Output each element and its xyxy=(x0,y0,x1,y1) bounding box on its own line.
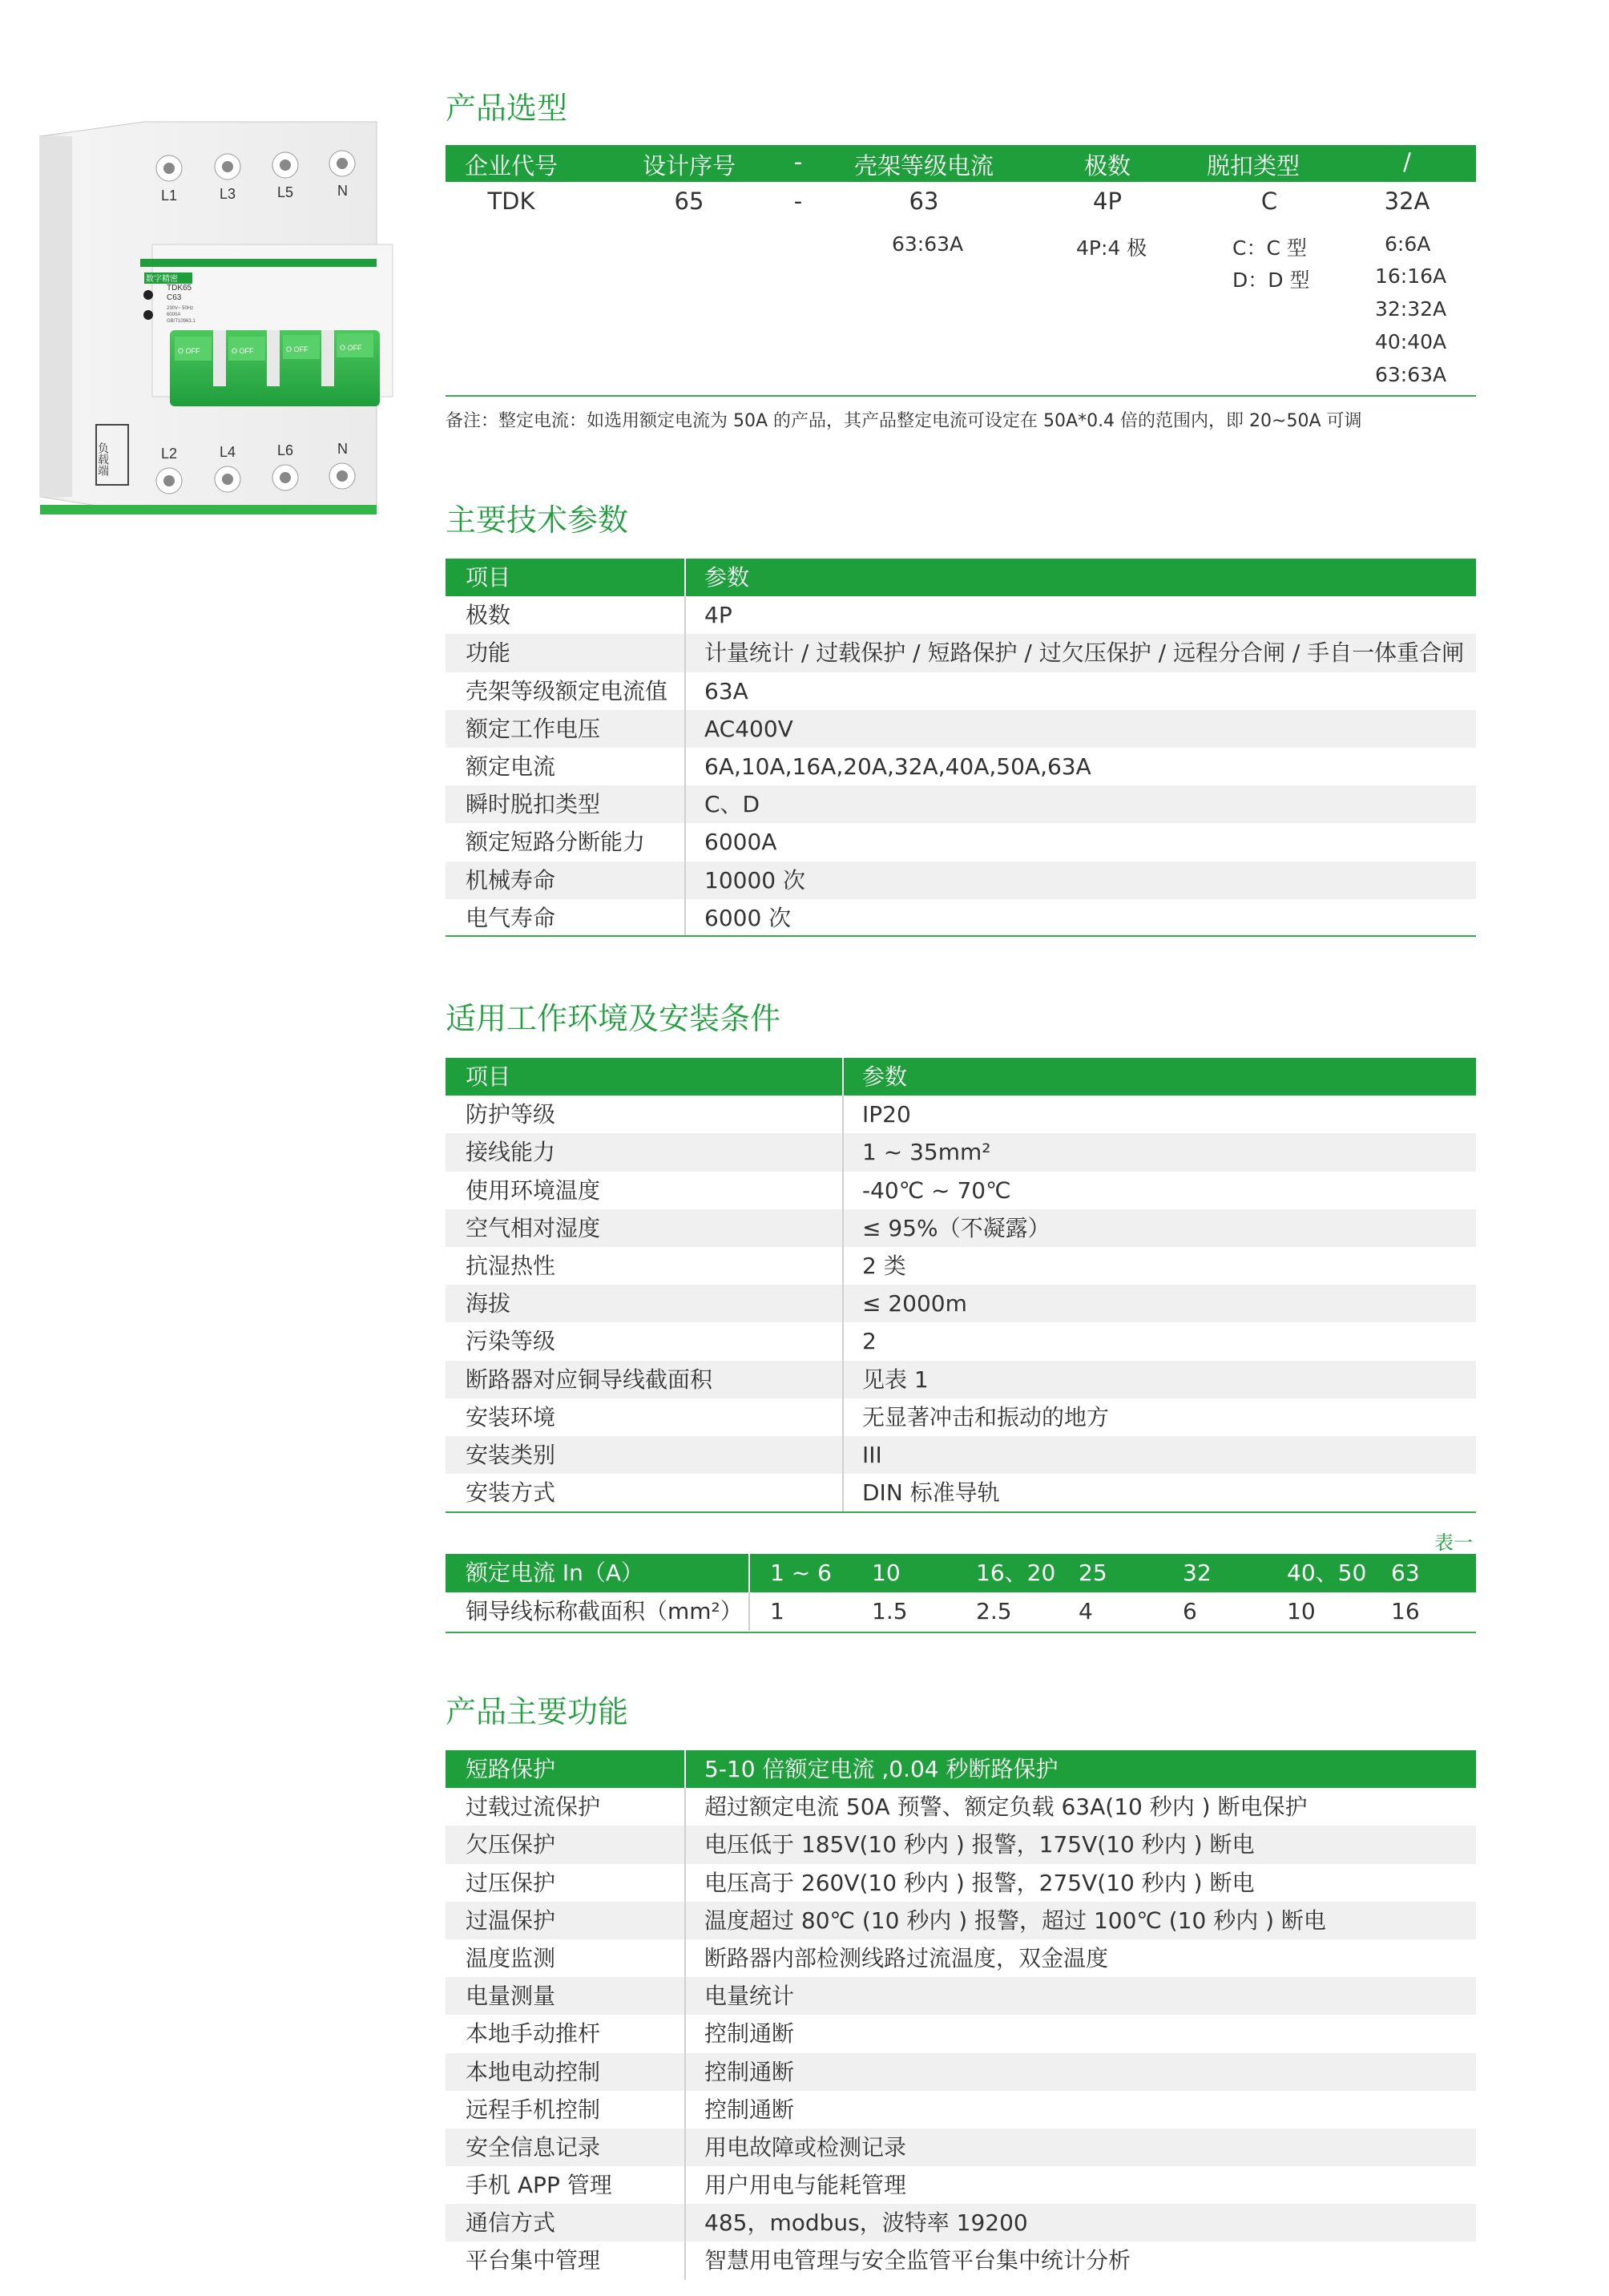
brand-label: 数字精密 xyxy=(146,275,178,284)
table-row: 手机 APP 管理 用户用电与能耗管理 xyxy=(446,2166,1476,2204)
top-label: L3 xyxy=(220,186,236,202)
env-table xyxy=(446,1058,1476,1511)
table-row: 抗湿热性 2 类 xyxy=(446,1247,1476,1285)
header-cell: 项目 xyxy=(466,1063,511,1090)
table-row: 防护等级 IP20 xyxy=(446,1096,1476,1133)
row-label: 额定电流 In（A） xyxy=(466,1560,644,1586)
table-row: 通信方式 485，modbus，波特率 19200 xyxy=(446,2204,1476,2242)
pole-option: 4P:4 极 xyxy=(1076,236,1147,260)
table-row: 欠压保护 电压低于 185V(10 秒内 ) 报警，175V(10 秒内 ) 断电 xyxy=(446,1826,1476,1863)
table-row: 机械寿命 10000 次 xyxy=(446,862,1476,899)
selection-value: C xyxy=(1260,188,1278,215)
table-row: 安装方式 DIN 标准导轨 xyxy=(446,1474,1476,1511)
switch-handles xyxy=(170,330,380,406)
rated-option: 63:63A xyxy=(1375,363,1447,386)
svg-text:O OFF: O OFF xyxy=(286,345,308,353)
table-row: 瞬时脱扣类型 C、D xyxy=(446,785,1476,823)
table-row: 过温保护 温度超过 80℃ (10 秒内 ) 报警，超过 100℃ (10 秒内 ) 断电 xyxy=(446,1902,1476,1939)
table-header-row: 额定电流 In（A） 1 ~ 6 10 16、20 25 32 40、50 63 xyxy=(446,1554,1476,1592)
divider xyxy=(446,395,1476,397)
selection-value: TDK xyxy=(487,188,535,215)
selection-value: - xyxy=(793,188,803,215)
selection-note: 备注：整定电流：如选用额定电流为 50A 的产品，其产品整定电流可设定在 50A*0.4 倍的范围内，即 20~50A 可调 xyxy=(446,411,1362,431)
svg-text:GB/T10963.1: GB/T10963.1 xyxy=(167,319,196,324)
table-header-row xyxy=(446,1058,1476,1096)
load-side-label: 负载端 xyxy=(96,442,109,476)
section-title-selection: 产品选型 xyxy=(446,91,568,126)
divider xyxy=(446,1632,1476,1633)
header-cell: 短路保护 xyxy=(466,1756,556,1782)
table-row: 平台集中管理 智慧用电管理与安全监管平台集中统计分析 xyxy=(446,2242,1476,2279)
table-row: 海拔 ≤ 2000m xyxy=(446,1285,1476,1322)
wire-size-table xyxy=(446,1554,1476,1631)
svg-text:O OFF: O OFF xyxy=(232,347,254,355)
rated-option: 6:6A xyxy=(1385,232,1431,256)
table-row: 使用环境温度 -40℃ ~ 70℃ xyxy=(446,1172,1476,1209)
table-row: 过载过流保护 超过额定电流 50A 预警、额定负载 63A(10 秒内 ) 断电保护 xyxy=(446,1788,1476,1826)
rated-option: 16:16A xyxy=(1375,264,1447,288)
circuit-breaker-image xyxy=(24,120,401,525)
section-title-tech: 主要技术参数 xyxy=(446,502,629,538)
selection-header-cell: 设计序号 xyxy=(642,152,736,180)
table-row: 本地电动控制 控制通断 xyxy=(446,2053,1476,2091)
table-row: 铜导线标称截面积（mm²） 1 1.5 2.5 4 6 10 16 xyxy=(446,1592,1476,1631)
svg-text:O OFF: O OFF xyxy=(178,347,200,355)
table-row: 远程手机控制 控制通断 xyxy=(446,2091,1476,2129)
svg-text:230V~ 50Hz: 230V~ 50Hz xyxy=(167,306,194,311)
header-cell: 项目 xyxy=(466,564,511,591)
table-row: 安装环境 无显著冲击和振动的地方 xyxy=(446,1398,1476,1436)
table-row: 接线能力 1 ~ 35mm² xyxy=(446,1133,1476,1171)
current-option: 63:63A xyxy=(892,232,964,256)
selection-value: 65 xyxy=(674,188,704,215)
divider xyxy=(446,935,1476,937)
table-row: 壳架等级额定电流值 63A xyxy=(446,672,1476,710)
trip-option: D：D 型 xyxy=(1232,268,1310,292)
table-row: 额定工作电压 AC400V xyxy=(446,710,1476,748)
selection-header-cell: 壳架等级电流 xyxy=(853,152,994,180)
table-header-row xyxy=(446,1750,1476,1788)
table-row: 功能 计量统计 / 过载保护 / 短路保护 / 过欠压保护 / 远程分合闸 / 手自一体重合闸 xyxy=(446,634,1476,672)
table-row: 安装类别 III xyxy=(446,1436,1476,1474)
functions-table xyxy=(446,1750,1476,2280)
rating-label: C63 xyxy=(167,293,182,302)
rated-option: 40:40A xyxy=(1375,330,1447,353)
header-cell: 参数 xyxy=(704,564,750,591)
table-row: 本地手动推杆 控制通断 xyxy=(446,2015,1476,2052)
bottom-label: L2 xyxy=(161,446,178,462)
section-title-functions: 产品主要功能 xyxy=(446,1694,629,1729)
top-label: L1 xyxy=(161,188,178,204)
header-cell: 5-10 倍额定电流 ,0.04 秒断路保护 xyxy=(704,1756,1059,1782)
svg-text:O OFF: O OFF xyxy=(340,344,362,352)
section-title-env: 适用工作环境及安装条件 xyxy=(446,1001,781,1036)
table1-caption: 表一 xyxy=(1434,1531,1473,1554)
selection-value: 63 xyxy=(909,188,939,215)
bottom-label: N xyxy=(337,441,348,457)
bottom-label: L6 xyxy=(277,442,294,458)
selection-header-cell: - xyxy=(793,148,803,176)
selection-value: 4P xyxy=(1093,188,1122,215)
table-row: 极数 4P xyxy=(446,596,1476,634)
selection-header-cell: 企业代号 xyxy=(464,152,559,180)
table-row: 污染等级 2 xyxy=(446,1322,1476,1360)
top-label: L5 xyxy=(277,184,294,200)
model-label: TDK65 xyxy=(167,284,192,293)
trip-option: C：C 型 xyxy=(1232,236,1307,260)
table-row: 额定短路分断能力 6000A xyxy=(446,823,1476,861)
svg-text:6000A: 6000A xyxy=(167,313,181,317)
top-label: N xyxy=(337,183,348,199)
selection-header-cell: 极数 xyxy=(1083,152,1131,180)
table-row: 额定电流 6A,10A,16A,20A,32A,40A,50A,63A xyxy=(446,748,1476,785)
table-row: 过压保护 电压高于 260V(10 秒内 ) 报警，275V(10 秒内 ) 断电 xyxy=(446,1864,1476,1902)
selection-header-cell: 脱扣类型 xyxy=(1206,152,1301,180)
bottom-label: L4 xyxy=(220,444,236,460)
selection-header-cell: / xyxy=(1403,148,1411,176)
selection-header xyxy=(446,145,1476,182)
tech-table xyxy=(446,559,1476,937)
table-row: 温度监测 断路器内部检测线路过流温度，双金温度 xyxy=(446,1939,1476,1977)
selection-value: 32A xyxy=(1384,188,1430,215)
rated-option: 32:32A xyxy=(1375,297,1447,321)
table-row: 电气寿命 6000 次 xyxy=(446,899,1476,937)
row-label: 铜导线标称截面积（mm²） xyxy=(466,1598,743,1624)
table-header-row xyxy=(446,559,1476,596)
table-row: 断路器对应铜导线截面积 见表 1 xyxy=(446,1361,1476,1398)
table-row: 电量测量 电量统计 xyxy=(446,1977,1476,2015)
table-row: 安全信息记录 用电故障或检测记录 xyxy=(446,2129,1476,2166)
divider xyxy=(446,1511,1476,1513)
header-cell: 参数 xyxy=(862,1063,908,1090)
table-row: 空气相对湿度 ≤ 95%（不凝露） xyxy=(446,1209,1476,1247)
